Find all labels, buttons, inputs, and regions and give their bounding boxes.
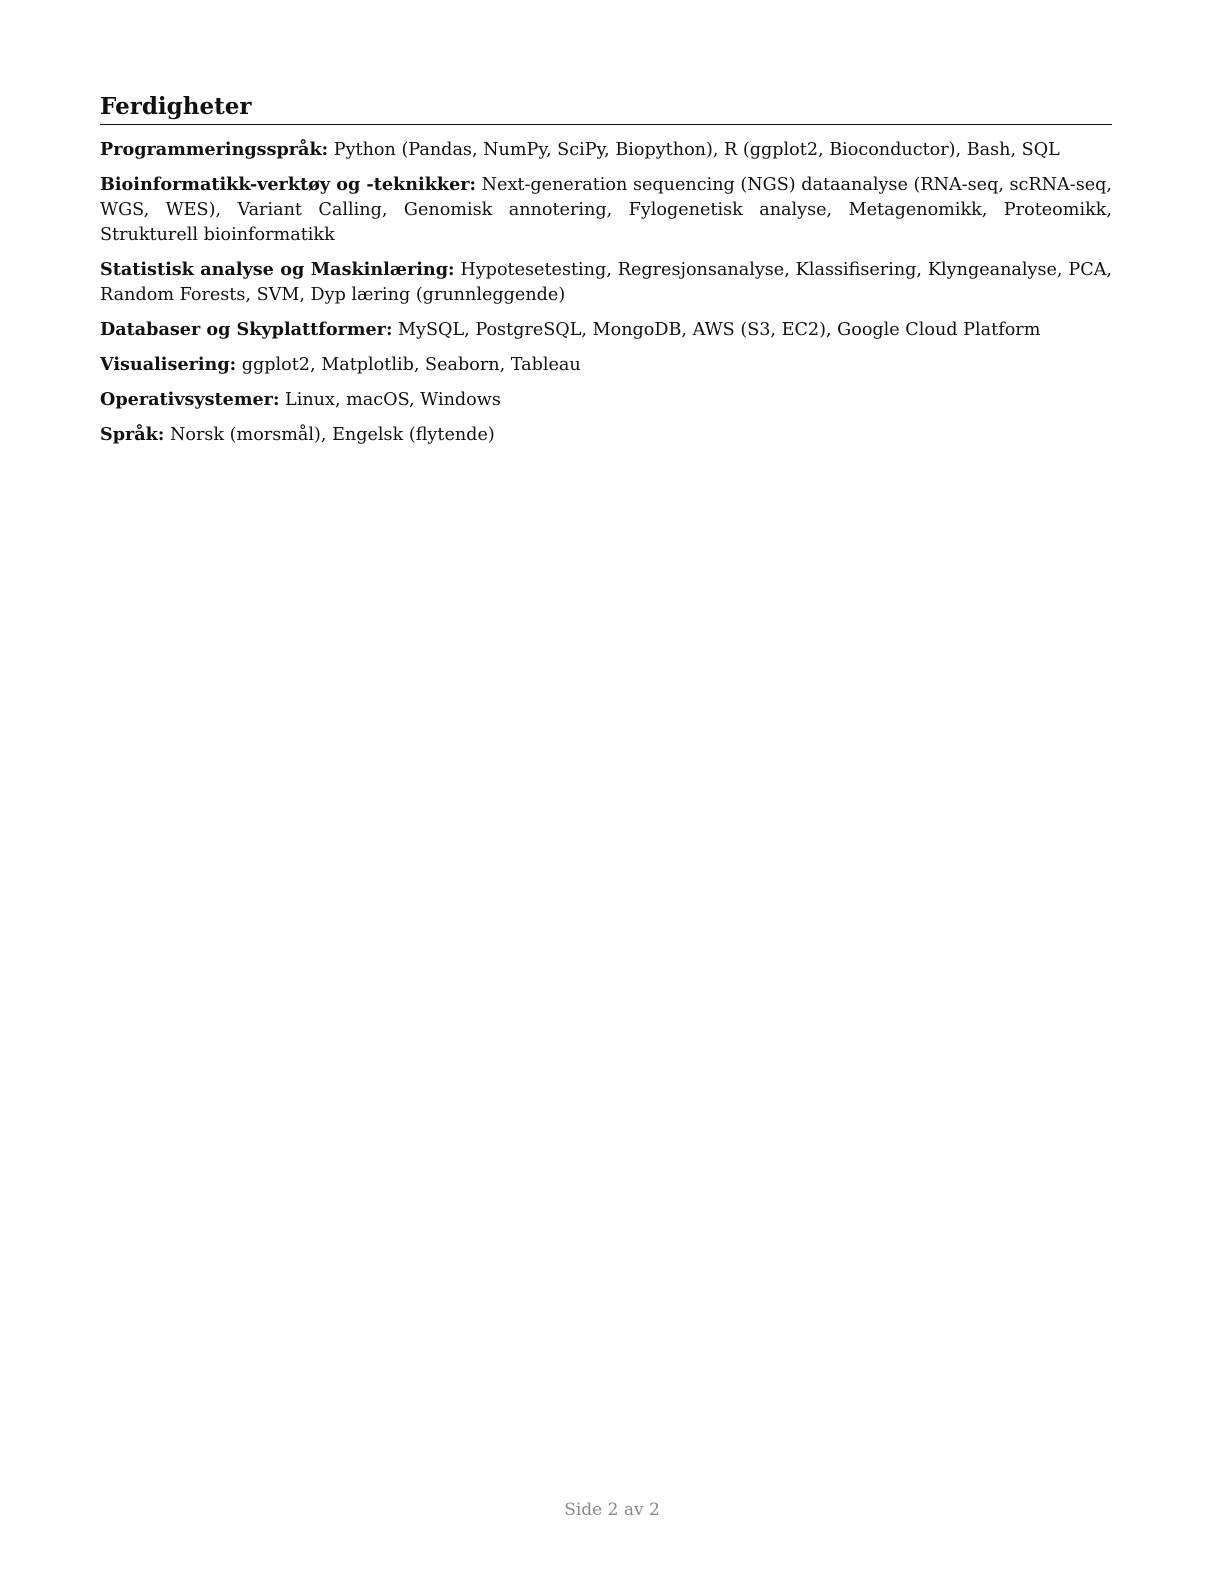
- skill-text: Next-generation sequencing (NGS) dataanalyse (RNA-seq, scRNA-seq, WGS, WES), Variant Calling, Genomisk annotering, Fylogenetisk analyse, Metagenomikk, Proteomikk, Strukturell bioinformatikk: [100, 175, 1112, 245]
- skill-row-languages: [100, 422, 1112, 448]
- skill-text: Python (Pandas, NumPy, SciPy, Biopython), R (ggplot2, Bioconductor), Bash, SQL: [328, 140, 1060, 160]
- section-divider: [100, 124, 1112, 125]
- section-title-ferdigheter: Ferdigheter: [100, 93, 252, 120]
- skill-label: Bioinformatikk-verktøy og -teknikker:: [100, 174, 477, 195]
- skill-label: Operativsystemer:: [100, 389, 280, 410]
- skills-list: [100, 137, 1112, 448]
- skill-text: MySQL, PostgreSQL, MongoDB, AWS (S3, EC2), Google Cloud Platform: [392, 320, 1041, 340]
- skill-text: Linux, macOS, Windows: [279, 390, 501, 410]
- skill-text: Hypotesetesting, Regresjonsanalyse, Klassifisering, Klyngeanalyse, PCA, Random Forests, SVM, Dyp læring (grunnleggende): [100, 260, 1112, 305]
- page-number-footer: Side 2 av 2: [564, 1500, 660, 1520]
- skill-row-visualization: [100, 352, 1112, 378]
- skill-label: Databaser og Skyplattformer:: [100, 319, 393, 340]
- skill-row-bioinformatics: [100, 172, 1112, 248]
- skill-row-statistics: [100, 257, 1112, 308]
- skill-text: Norsk (morsmål), Engelsk (flytende): [164, 425, 495, 445]
- skill-row-operating-systems: [100, 387, 1112, 413]
- skill-label: Programmeringsspråk:: [100, 139, 329, 160]
- skill-label: Statistisk analyse og Maskinlæring:: [100, 259, 455, 280]
- cv-page: [100, 92, 1112, 457]
- skill-row-programming: [100, 137, 1112, 163]
- skill-label: Språk:: [100, 424, 165, 445]
- skill-label: Visualisering:: [100, 354, 237, 375]
- skill-text: ggplot2, Matplotlib, Seaborn, Tableau: [236, 355, 581, 375]
- skill-row-databases: [100, 317, 1112, 343]
